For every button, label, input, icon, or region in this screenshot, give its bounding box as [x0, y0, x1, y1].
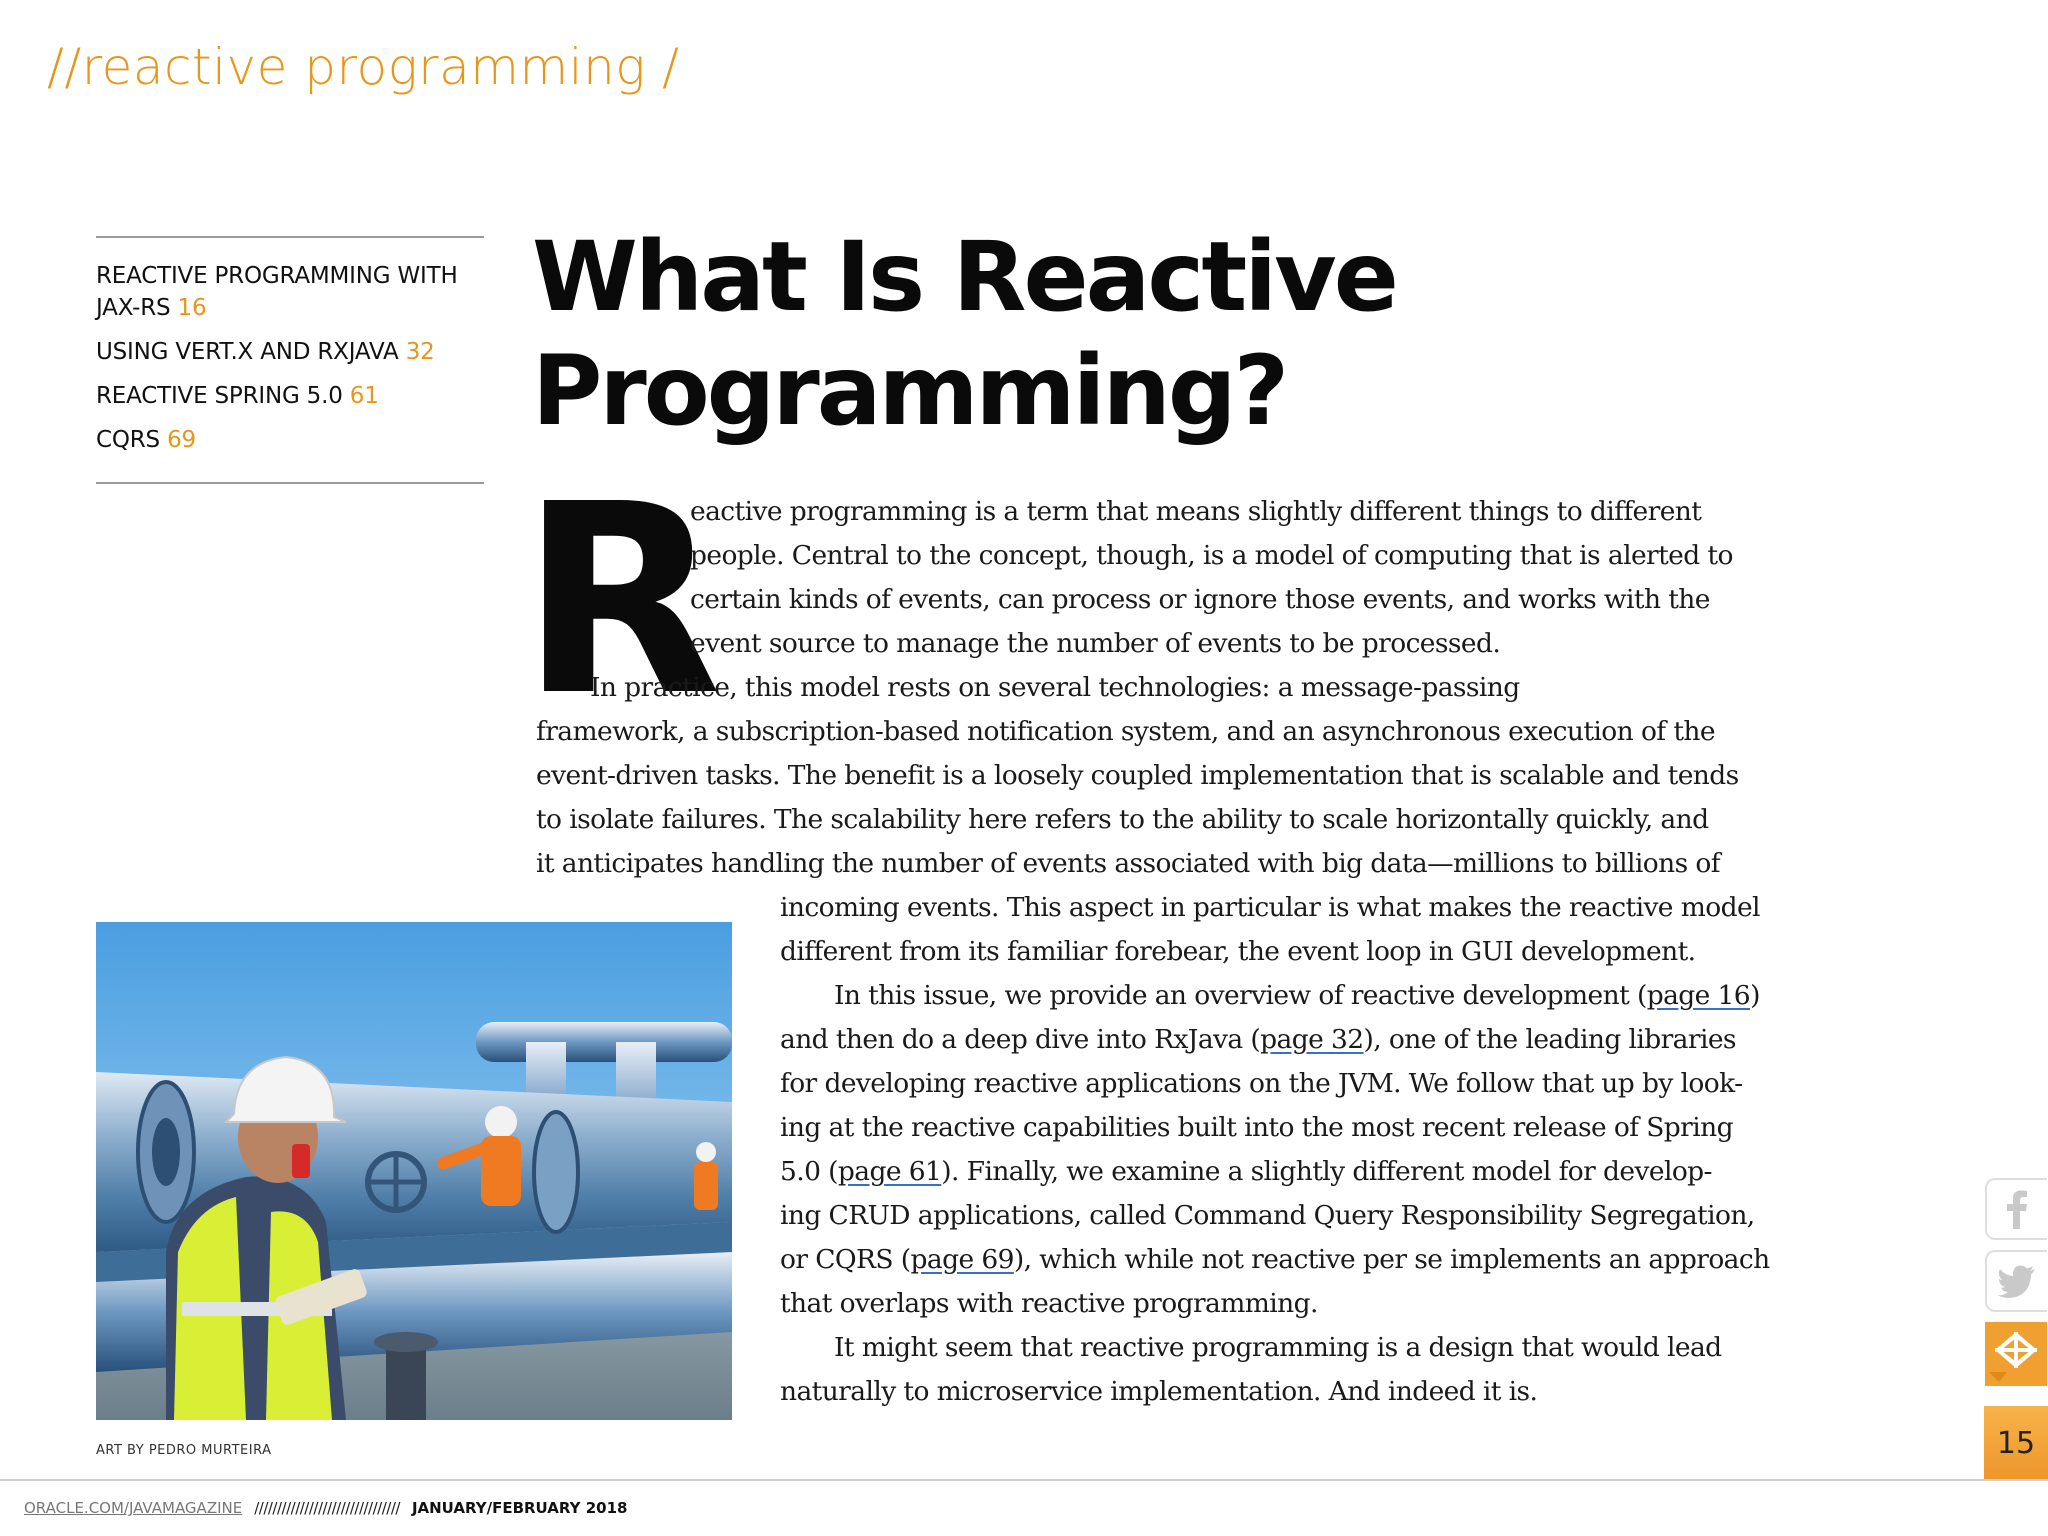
- toc-item-label: CQRS: [96, 427, 160, 453]
- toc-page-number: 16: [177, 295, 207, 321]
- text-line: eactive programming is a term that means slightly different things to different: [690, 496, 1702, 527]
- text-line: ing CRUD applications, called Command Query Responsibility Segregation,: [780, 1200, 1755, 1231]
- text-line: ing at the reactive capabilities built into the most recent release of Spring: [780, 1112, 1733, 1143]
- toc-item-vertx[interactable]: [96, 336, 484, 368]
- text-line: certain kinds of events, can process or ignore those events, and works with the: [690, 584, 1710, 615]
- drop-cap: R: [520, 448, 718, 753]
- text-line: naturally to microservice implementation. And indeed it is.: [780, 1376, 1538, 1407]
- toc-page-number: 69: [167, 427, 196, 453]
- text-line: and then do a deep dive into RxJava (page 32), one of the leading libraries: [780, 1024, 1736, 1055]
- section-title: //reactive programming /: [47, 38, 680, 96]
- paragraph-1: [690, 490, 1733, 666]
- paragraph-3: [780, 886, 1770, 1414]
- toc-item-jax-rs[interactable]: [96, 260, 484, 324]
- text-line: framework, a subscription-based notification system, and an asynchronous execution of the: [536, 716, 1715, 747]
- text-line: In practice, this model rests on several technologies: a message-passing: [590, 672, 1520, 703]
- text-line: It might seem that reactive programming is a design that would lead: [834, 1332, 1722, 1363]
- page-16-link[interactable]: page 16: [1646, 980, 1751, 1011]
- twitter-icon: [1997, 1264, 2037, 1298]
- text-line: it anticipates handling the number of events associated with big data—millions to billions of: [536, 848, 1720, 879]
- toc-page-number: 32: [405, 339, 435, 365]
- page-69-link[interactable]: page 69: [910, 1244, 1014, 1275]
- text-line: for developing reactive applications on the JVM. We follow that up by look-: [780, 1068, 1743, 1099]
- text-line: In this issue, we provide an overview of reactive development (page 16): [834, 980, 1760, 1011]
- footer-issue-date: JANUARY/FEBRUARY 2018: [411, 1499, 628, 1517]
- facebook-icon: [2000, 1189, 2034, 1229]
- toc-item-label: USING VERT.X AND RXJAVA: [96, 339, 399, 365]
- text-line: event-driven tasks. The benefit is a loosely coupled implementation that is scalable and tends: [536, 760, 1739, 791]
- art-credit: ART BY PEDRO MURTEIRA: [96, 1443, 272, 1458]
- footer-divider: [0, 1479, 2048, 1481]
- footer-slashes: ////////////////////////////////: [254, 1499, 400, 1517]
- email-icon: [1989, 1324, 2043, 1384]
- headline-line: Programming?: [532, 335, 1287, 447]
- toc-item-label: REACTIVE PROGRAMMING WITH: [96, 263, 458, 289]
- table-of-contents: [96, 236, 484, 484]
- page-number: 15: [1984, 1406, 2048, 1480]
- headline-line: What Is Reactive: [532, 221, 1396, 333]
- text-line: people. Central to the concept, though, is a model of computing that is alerted to: [690, 540, 1733, 571]
- article-headline: [532, 220, 1432, 448]
- toc-item-label: JAX-RS: [96, 295, 171, 321]
- footer-site-link[interactable]: ORACLE.COM/JAVAMAGAZINE: [24, 1499, 243, 1517]
- text-line: different from its familiar forebear, the event loop in GUI development.: [780, 936, 1696, 967]
- text-line: or CQRS (page 69), which while not reactive per se implements an approach: [780, 1244, 1770, 1275]
- text-line: 5.0 (page 61). Finally, we examine a slightly different model for develop-: [780, 1156, 1712, 1187]
- email-share-button[interactable]: [1985, 1322, 2047, 1386]
- toc-item-label: REACTIVE SPRING 5.0: [96, 383, 343, 409]
- text-line: incoming events. This aspect in particular is what makes the reactive model: [780, 892, 1760, 923]
- page-32-link[interactable]: page 32: [1260, 1024, 1364, 1055]
- toc-page-number: 61: [349, 383, 379, 409]
- article-illustration: [96, 922, 732, 1420]
- paragraph-2: [536, 666, 1739, 886]
- twitter-share-button[interactable]: [1985, 1250, 2047, 1312]
- facebook-share-button[interactable]: [1985, 1178, 2047, 1240]
- text-line: to isolate failures. The scalability here refers to the ability to scale horizontally quickly, and: [536, 804, 1709, 835]
- text-line: that overlaps with reactive programming.: [780, 1288, 1318, 1319]
- page-footer: [24, 1496, 627, 1520]
- toc-item-cqrs[interactable]: [96, 424, 484, 456]
- page-61-link[interactable]: page 61: [837, 1156, 942, 1187]
- toc-item-spring[interactable]: [96, 380, 484, 412]
- text-line: event source to manage the number of events to be processed.: [690, 628, 1501, 659]
